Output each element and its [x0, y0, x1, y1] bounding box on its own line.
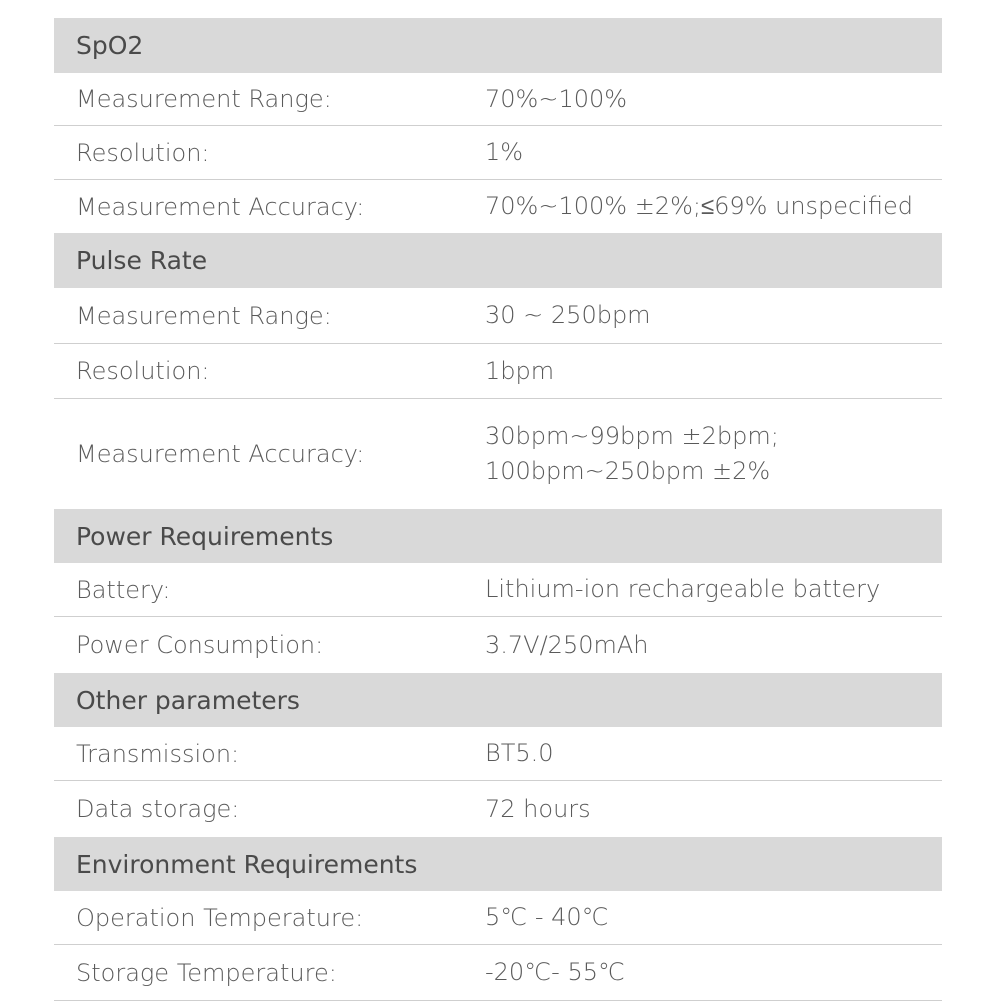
- section-title: SpO2: [76, 31, 144, 60]
- row-value: 70%~100% ±2%;≤69% unspecified: [485, 192, 914, 220]
- row-label: Storage Temperature:: [76, 958, 337, 987]
- table-row: [54, 126, 942, 180]
- section-title: Pulse Rate: [76, 246, 208, 275]
- row-value: 5℃ - 40℃: [485, 903, 609, 931]
- table-row: [54, 891, 942, 945]
- section-title: Environment Requirements: [76, 849, 418, 879]
- table-row: [54, 617, 942, 673]
- section-header-spo2: [54, 18, 942, 73]
- row-label: Data storage:: [76, 795, 240, 823]
- table-row: [54, 563, 942, 617]
- row-value: 3.7V/250mAh: [485, 630, 649, 659]
- row-value: 30 ~ 250bpm: [485, 301, 651, 329]
- row-label: Measurement Range:: [76, 301, 332, 330]
- row-value: Lithium-ion rechargeable battery: [485, 575, 881, 603]
- row-label: Measurement Accuracy:: [76, 192, 365, 221]
- row-value: 70%~100%: [485, 84, 628, 113]
- row-value: -20℃- 55℃: [485, 958, 625, 986]
- table-row: [54, 73, 942, 126]
- table-row: [54, 399, 942, 509]
- row-value: 72 hours: [485, 794, 591, 823]
- row-label: Power Consumption:: [76, 631, 324, 659]
- row-label: Battery:: [76, 575, 171, 604]
- table-row: [54, 727, 942, 781]
- table-row: [54, 288, 942, 344]
- row-label: Resolution:: [76, 138, 210, 167]
- spec-table: [54, 18, 942, 1001]
- row-value: 1%: [485, 138, 524, 166]
- table-row: [54, 344, 942, 399]
- table-row: [54, 945, 942, 1001]
- row-value: 30bpm~99bpm ±2bpm; 100bpm~250bpm ±2%: [485, 422, 779, 485]
- section-header-environment: [54, 837, 942, 891]
- table-row: [54, 781, 942, 837]
- section-header-power: [54, 509, 942, 563]
- row-label: Resolution:: [76, 357, 210, 385]
- row-label: Operation Temperature:: [76, 903, 364, 932]
- section-header-other: [54, 673, 942, 727]
- row-value: BT5.0: [485, 739, 554, 767]
- section-title: Other parameters: [76, 685, 300, 715]
- section-title: Power Requirements: [76, 521, 334, 551]
- row-label: Transmission:: [76, 739, 240, 768]
- section-header-pulse-rate: [54, 233, 942, 288]
- row-label: Measurement Accuracy:: [76, 440, 365, 468]
- row-value: 1bpm: [485, 356, 555, 385]
- table-row: [54, 180, 942, 233]
- row-label: Measurement Range:: [76, 85, 332, 113]
